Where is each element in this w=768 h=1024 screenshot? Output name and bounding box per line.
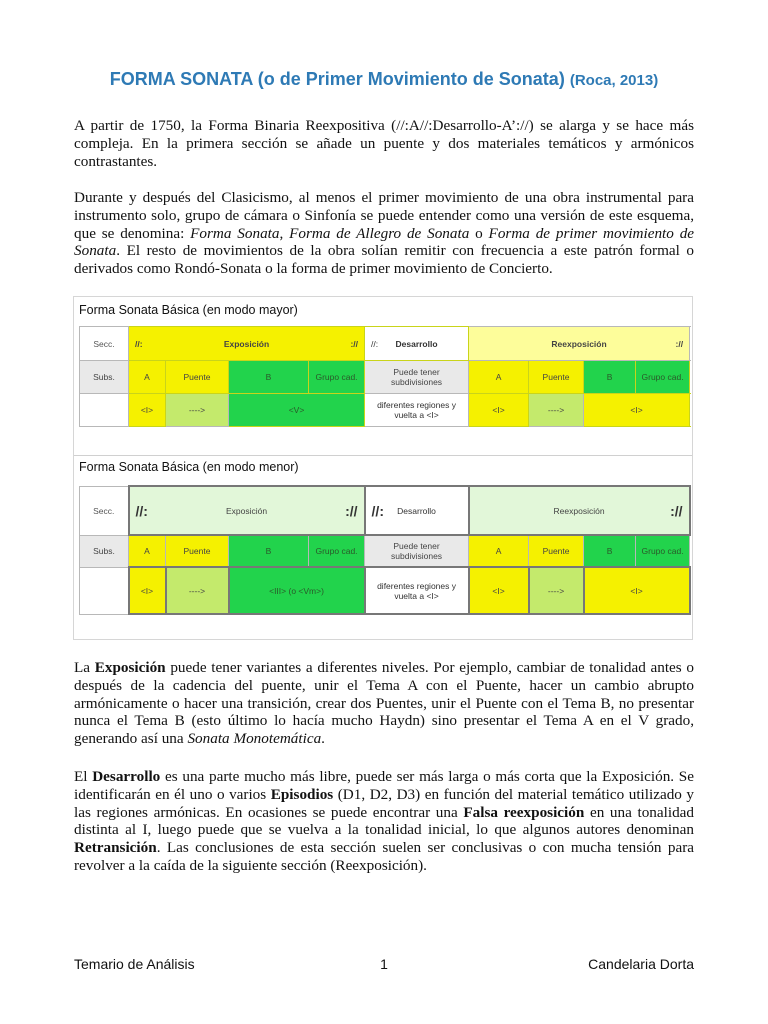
cell-puente: Puente: [166, 361, 229, 394]
table-sonata-major: [79, 326, 690, 427]
cell-grupo-cad: Grupo cad.: [309, 361, 365, 394]
cell-key-dev-regions: diferentes regiones y vuelta a <I>: [365, 394, 469, 427]
cell-dev-subdivisions: Puede tener subdivisiones: [365, 535, 469, 567]
term-retransicion: Retransición: [74, 839, 157, 857]
cell-tema-a: A: [129, 361, 166, 394]
caption-major: Forma Sonata Básica (en modo mayor): [79, 303, 298, 317]
label-subs: Subs.: [80, 361, 129, 394]
term-forma-sonata: Forma Sonata: [190, 224, 280, 242]
cell-re-tema-b: B: [584, 535, 636, 567]
paragraph-clasicismo: Durante y después del Clasicismo, al menos el primer movimiento de una obra instrumental para instrumento solo, grupo de cámara o Sinfonía se puede entender como una versión de este esquema, que se denomina: Forma Sonata, Forma de Allegro de Sonata o Forma de primer movimiento de Sonata. El resto de movimientos de la obra solían remitir con frecuencia a este patrón formal o derivados como Rondó-Sonata o la forma de primer movimiento de Concierto.: [74, 189, 695, 278]
paragraph-desarrollo: El Desarrollo es una parte mucho más libre, puede ser más larga o más corta que la Exposición. Se identificarán en él uno o varios Episodios (D1, D2, D3) en función del material temático utilizado y las regiones armónicas. En ocasiones se puede encontrar una Falsa reexposición en una tonalidad distinta al I, luego puede que se vuelva a la tonalidad inicial, lo que algunos autores denominan Retransición. Las conclusiones de esta sección suelen ser conclusivas o con mucha tensión para revolver a la caída de la siguiente sección (Reexposición).: [74, 768, 695, 874]
label-key-empty: [80, 394, 129, 427]
cell-re-tema-b: B: [584, 361, 636, 394]
paragraph-exposicion: La Exposición puede tener variantes a diferentes niveles. Por ejemplo, cambiar de tonalidad antes o después de la cadencia del puente, unir el Tema A con el Puente, hacer un cambio abrupto armónicamente o hacer una transición, crear dos Puentes, unir el Puente con el Tema B, no presentar nunca el Tema B (esto último lo hacía mucho Haydn) sino presentar el Tema A en el V grado, generando así una Sonata Monotemática.: [74, 659, 694, 748]
term-desarrollo: Desarrollo: [92, 768, 161, 785]
footer-course: Temario de Análisis: [74, 956, 195, 972]
cell-key-dev-regions: diferentes regiones y vuelta a <I>: [365, 567, 469, 614]
title-main: FORMA SONATA (o de Primer Movimiento de Sonata): [109, 69, 565, 89]
page-title: [0, 69, 768, 90]
section-reexposicion: Reexposición ://: [469, 327, 690, 361]
section-reexposicion: Reexposición ://: [469, 486, 690, 535]
section-desarrollo: //: Desarrollo: [365, 486, 469, 535]
term-exposicion: Exposición: [94, 659, 166, 676]
cell-re-key-transition: ---->: [529, 567, 584, 614]
caption-minor: Forma Sonata Básica (en modo menor): [79, 460, 299, 474]
cell-dev-subdivisions: Puede tener subdivisiones: [365, 361, 469, 394]
cell-re-tema-a: A: [469, 361, 529, 394]
term-primer-movimiento: Forma de primer movimiento de Sonata: [74, 224, 695, 260]
term-allegro-sonata: Forma de Allegro de Sonata: [289, 224, 470, 242]
cell-re-grupo-cad: Grupo cad.: [636, 535, 690, 567]
cell-key-transition: ---->: [166, 567, 229, 614]
footer-author: Candelaria Dorta: [588, 956, 694, 972]
paragraph-intro: A partir de 1750, la Forma Binaria Reexpositiva (//:A//:Desarrollo-A’://) se alarga y se hace más compleja. En la primera sección se añade un puente y dos materiales temáticos y armónicos contrastantes.: [74, 117, 694, 170]
cell-key-tonic: <I>: [129, 394, 166, 427]
label-subs: Subs.: [80, 535, 129, 567]
term-sonata-monotematica: Sonata Monotemática: [187, 730, 322, 748]
cell-re-key-tonic: <I>: [469, 567, 529, 614]
cell-re-tema-a: A: [469, 535, 529, 567]
cell-key-dominant: <V>: [229, 394, 365, 427]
footer-page-number: 1: [380, 956, 388, 972]
cell-re-key-transition: ---->: [529, 394, 584, 427]
figure-divider: [74, 455, 692, 456]
cell-tema-b: B: [229, 361, 309, 394]
label-key-empty: [80, 567, 129, 614]
cell-re-key-tonic-end: <I>: [584, 394, 690, 427]
cell-re-puente: Puente: [529, 535, 584, 567]
cell-re-key-tonic-end: <I>: [584, 567, 690, 614]
label-secc: Secc.: [80, 327, 129, 361]
cell-grupo-cad: Grupo cad.: [309, 535, 365, 567]
term-episodios: Episodios: [270, 785, 334, 803]
table-sonata-minor: [79, 485, 691, 615]
cell-puente: Puente: [166, 535, 229, 567]
cell-key-tonic: <I>: [129, 567, 166, 614]
label-secc: Secc.: [80, 486, 129, 535]
term-falsa-reexposicion: Falsa reexposición: [463, 803, 585, 821]
cell-re-grupo-cad: Grupo cad.: [636, 361, 690, 394]
cell-tema-a: A: [129, 535, 166, 567]
cell-re-key-tonic: <I>: [469, 394, 529, 427]
cell-key-relative: <III> (o <Vm>): [229, 567, 365, 614]
cell-key-transition: ---->: [166, 394, 229, 427]
cell-re-puente: Puente: [529, 361, 584, 394]
title-citation: (Roca, 2013): [569, 72, 659, 89]
cell-tema-b: B: [229, 535, 309, 567]
section-desarrollo: //: Desarrollo: [365, 327, 469, 361]
section-exposicion: //: Exposición ://: [129, 486, 365, 535]
section-exposicion: //: Exposición ://: [129, 327, 365, 361]
